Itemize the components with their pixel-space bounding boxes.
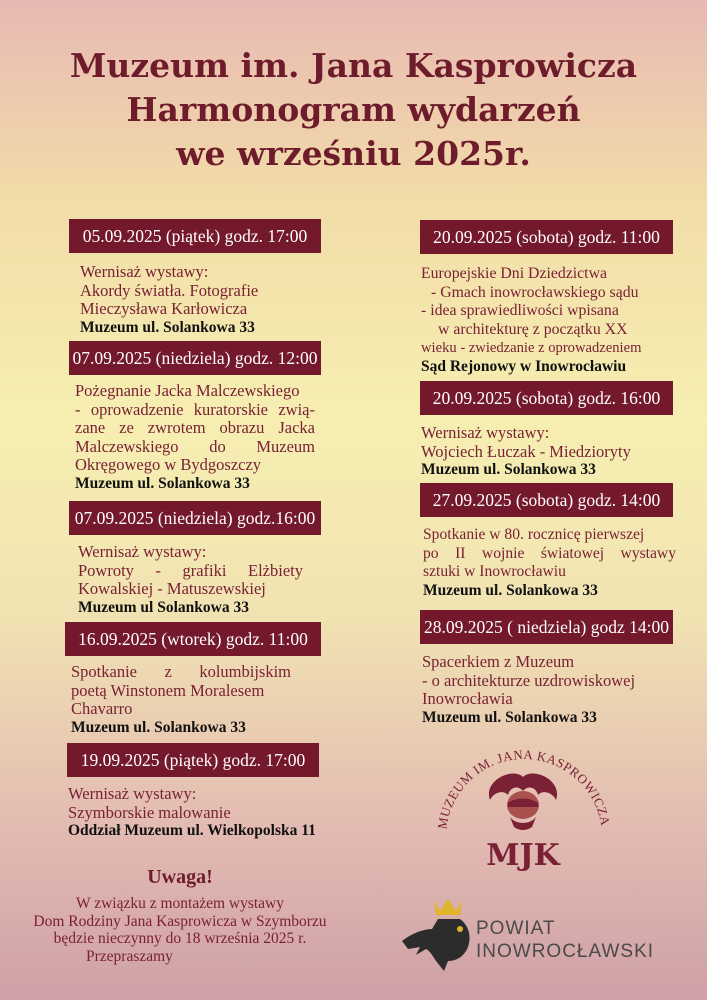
event-description: [68, 785, 338, 841]
event-description: [421, 265, 676, 376]
event-location: Muzeum ul. Solankowa 33: [71, 718, 246, 736]
powiat-line-1: POWIAT: [476, 918, 556, 939]
powiat-line-2: INOWROCŁAWSKI: [476, 941, 655, 962]
event-description: [421, 424, 676, 480]
event-date-badge: 27.09.2025 (sobota) godz. 14:00: [420, 483, 673, 517]
event-description: [78, 543, 303, 617]
powiat-logo-text: [476, 917, 654, 963]
event-line: poetą Winstonem Moralesem: [71, 680, 265, 700]
logo-ring-text: MUZEUM IM. JANA KASPROWICZA: [434, 746, 614, 831]
event-line: po II wojnie światowej wystawy: [423, 544, 676, 562]
event-line: Powroty - grafiki Elżbiety: [78, 560, 303, 580]
notice-line: będzie nieczynny do 18 września 2025 r.: [53, 930, 307, 947]
event-line: Wernisaż wystawy:: [78, 542, 207, 561]
title-line-1: Muzeum im. Jana Kasprowicza: [69, 46, 638, 85]
event-line: w architekturę z początku XX: [438, 320, 628, 338]
event-location: Muzeum ul Solankowa 33: [78, 598, 249, 616]
event-date-badge: 07.09.2025 (niedziela) godz. 12:00: [69, 341, 321, 375]
logo-monogram: MJK: [486, 838, 560, 873]
closure-notice: [0, 866, 360, 965]
event-date-badge: 28.09.2025 ( niedziela) godz 14:00: [420, 610, 673, 644]
event-line: - oprowadzenie kuratorskie zwią-: [75, 399, 315, 419]
page-title: [0, 44, 707, 176]
event-location: Muzeum ul. Solankowa 33: [421, 461, 596, 478]
event-description: [71, 663, 291, 737]
notice-title: Uwaga!: [147, 866, 213, 888]
event-line: Spotkanie z kolumbijskim: [71, 662, 291, 681]
event-line: Pożegnanie Jacka Malczewskiego: [75, 381, 300, 400]
event-line: Wernisaż wystawy:: [421, 423, 550, 442]
event-line: zane ze zwrotem obrazu Jacka: [75, 418, 315, 437]
event-location: Sąd Rejonowy w Inowrocławiu: [421, 357, 627, 375]
event-line: sztuki w Inowrocławiu: [423, 563, 566, 580]
event-line: Okręgowego w Bydgoszczy: [75, 455, 262, 474]
event-location: Muzeum ul. Solankowa 33: [423, 581, 598, 599]
notice-line: Dom Rodziny Jana Kasprowicza w Szymborzu: [33, 912, 327, 930]
event-line: - idea sprawiedliwości wpisana: [421, 302, 619, 319]
event-line: - o architekturze uzdrowiskowej: [422, 670, 636, 690]
notice-line: Przepraszamy: [86, 947, 173, 965]
event-date-badge: 05.09.2025 (piątek) godz. 17:00: [69, 219, 321, 253]
event-description: [75, 382, 315, 493]
event-line: Akordy światła. Fotografie: [80, 280, 259, 300]
museum-logo: [428, 745, 618, 885]
event-date-badge: 16.09.2025 (wtorek) godz. 11:00: [65, 622, 321, 656]
event-line: Mieczysława Karłowicza: [80, 299, 248, 318]
event-line: Wernisaż wystawy:: [80, 262, 209, 281]
event-line: Inowrocławia: [422, 689, 513, 708]
event-line: Chavarro: [71, 699, 133, 718]
event-date-badge: 07.09.2025 (niedziela) godz.16:00: [69, 501, 321, 535]
event-date-badge: 20.09.2025 (sobota) godz. 16:00: [420, 381, 673, 415]
notice-line: W związku z montażem wystawy: [75, 895, 285, 912]
event-date-badge: 19.09.2025 (piątek) godz. 17:00: [67, 743, 319, 777]
event-description: [423, 526, 676, 600]
event-line: Kowalskiej - Matuszewskiej: [78, 579, 266, 598]
event-line: Spacerkiem z Muzeum: [422, 652, 575, 671]
event-line: Wernisaż wystawy:: [68, 784, 197, 803]
event-location: Oddział Muzeum ul. Wielkopolska 11: [68, 822, 316, 839]
event-line: Szymborskie malowanie: [68, 802, 231, 822]
title-line-3: we wrześniu 2025r.: [176, 134, 531, 173]
title-line-2: Harmonogram wydarzeń: [126, 90, 581, 129]
event-line: Malczewskiego do Muzeum: [75, 436, 315, 456]
event-line: Wojciech Łuczak - Miedzioryty: [421, 441, 631, 461]
event-line: Europejskie Dni Dziedzictwa: [421, 265, 607, 282]
event-line: Spotkanie w 80. rocznicę pierwszej: [423, 526, 645, 543]
event-location: Muzeum ul. Solankowa 33: [422, 708, 597, 726]
event-line: wieku - zwiedzanie z oprowadzeniem: [421, 340, 642, 356]
event-description: [422, 653, 677, 727]
event-location: Muzeum ul. Solankowa 33: [80, 318, 255, 336]
event-date-badge: 20.09.2025 (sobota) godz. 11:00: [420, 220, 673, 254]
portrait-icon: [489, 774, 557, 830]
event-line: - Gmach inowrocławskiego sądu: [431, 283, 639, 301]
event-description: [80, 263, 320, 337]
event-location: Muzeum ul. Solankowa 33: [75, 474, 250, 492]
